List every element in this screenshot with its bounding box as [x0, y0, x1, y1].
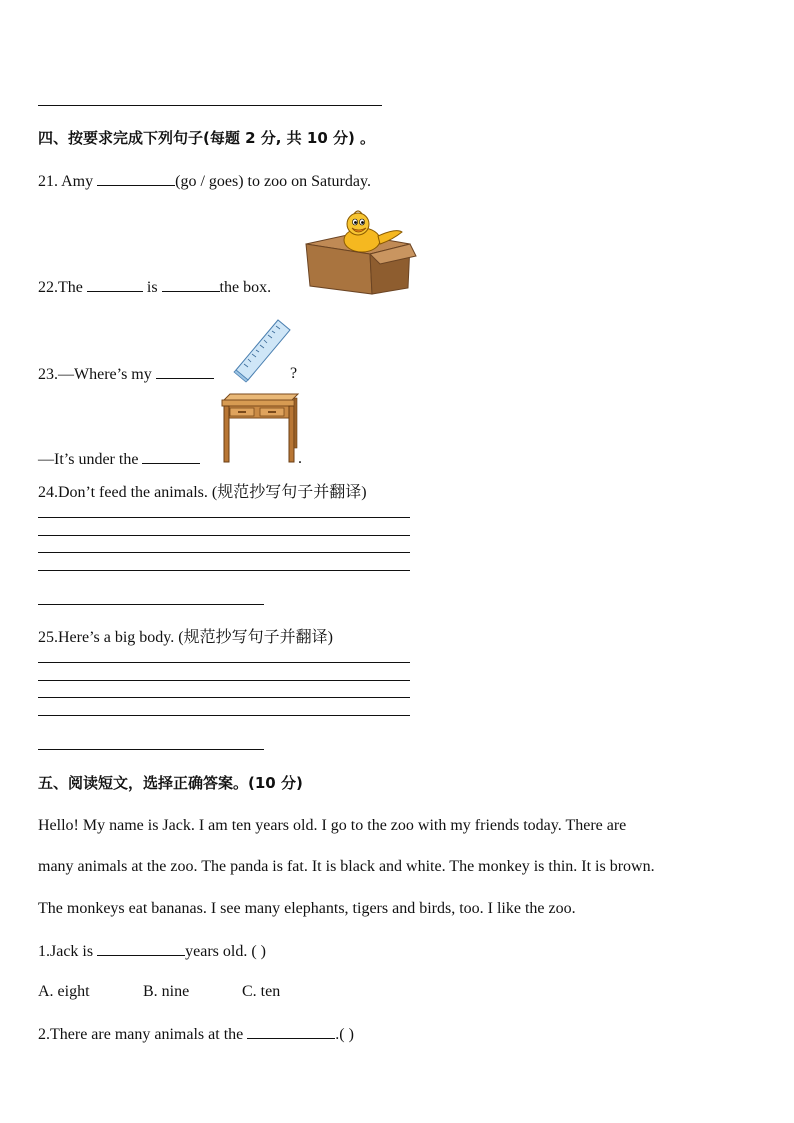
- question-25-writing-line-3[interactable]: [38, 697, 410, 698]
- reading-question-1: [38, 941, 266, 962]
- top-answer-line: [38, 105, 382, 106]
- question-22-blank-2[interactable]: [162, 277, 220, 292]
- option-c[interactable]: C. ten: [242, 983, 281, 1000]
- question-23-answer: [38, 449, 200, 470]
- question-23-blank-2[interactable]: [142, 449, 200, 464]
- desk-image: [218, 392, 300, 464]
- question-22: [38, 277, 271, 298]
- question-25: 25.Here’s a big body. (规范抄写句子并翻译): [38, 629, 333, 646]
- question-23-answer-start: —It’s under the: [38, 451, 143, 468]
- question-21-text-before: . Amy: [54, 173, 98, 190]
- question-21-number: 21: [38, 173, 54, 190]
- question-25-translation-line[interactable]: [38, 749, 264, 750]
- question-24-writing-line-1[interactable]: [38, 517, 410, 518]
- question-23-question-mark: ?: [290, 365, 298, 382]
- question-24-writing-line-3[interactable]: [38, 552, 410, 553]
- question-22-text-end: the box.: [219, 279, 272, 296]
- reading-question-1-blank[interactable]: [97, 941, 185, 956]
- reading-question-2-blank[interactable]: [247, 1024, 335, 1039]
- question-21: [38, 171, 371, 192]
- section-5-heading: 五、阅读短文，选择正确答案。(10 分): [38, 774, 303, 792]
- question-21-blank[interactable]: [97, 171, 175, 186]
- reading-question-2: [38, 1024, 354, 1045]
- question-23-text-start: 23.—Where’s my: [38, 366, 156, 383]
- reading-question-2-text-end: .( ): [335, 1026, 354, 1043]
- reading-question-2-text-start: 2.There are many animals at the: [38, 1026, 248, 1043]
- duck-in-box-image: [300, 206, 418, 296]
- question-24: 24.Don’t feed the animals. (规范抄写句子并翻译): [38, 484, 367, 501]
- question-25-writing-line-4[interactable]: [38, 715, 410, 716]
- question-22-blank-1[interactable]: [87, 277, 143, 292]
- reading-question-1-text-end: years old. ( ): [185, 943, 266, 960]
- reading-question-1-text-start: 1.Jack is: [38, 943, 98, 960]
- question-21-text-after: (go / goes) to zoo on Saturday.: [175, 173, 371, 190]
- question-24-writing-line-2[interactable]: [38, 535, 410, 536]
- question-25-writing-line-1[interactable]: [38, 662, 410, 663]
- question-25-writing-line-2[interactable]: [38, 680, 410, 681]
- option-a[interactable]: A. eight: [38, 983, 90, 1000]
- question-23-blank-1[interactable]: [156, 364, 214, 379]
- passage-line-1: Hello! My name is Jack. I am ten years old. I go to the zoo with my friends today. There are: [38, 817, 627, 834]
- ruler-image: [232, 316, 294, 384]
- question-24-translation-line[interactable]: [38, 604, 264, 605]
- passage-line-2: many animals at the zoo. The panda is fat. It is black and white. The monkey is thin. It is brown.: [38, 858, 655, 875]
- section-4-heading: 四、按要求完成下列句子(每题 2 分, 共 10 分) 。: [38, 129, 376, 147]
- question-22-text-start: 22.The: [38, 279, 87, 296]
- passage-line-3: The monkeys eat bananas. I see many elephants, tigers and birds, too. I like the zoo.: [38, 900, 576, 917]
- question-22-text-mid: is: [142, 279, 162, 296]
- question-23-period: .: [298, 450, 302, 467]
- question-24-writing-line-4[interactable]: [38, 570, 410, 571]
- question-23: [38, 364, 214, 385]
- option-b[interactable]: B. nine: [143, 983, 190, 1000]
